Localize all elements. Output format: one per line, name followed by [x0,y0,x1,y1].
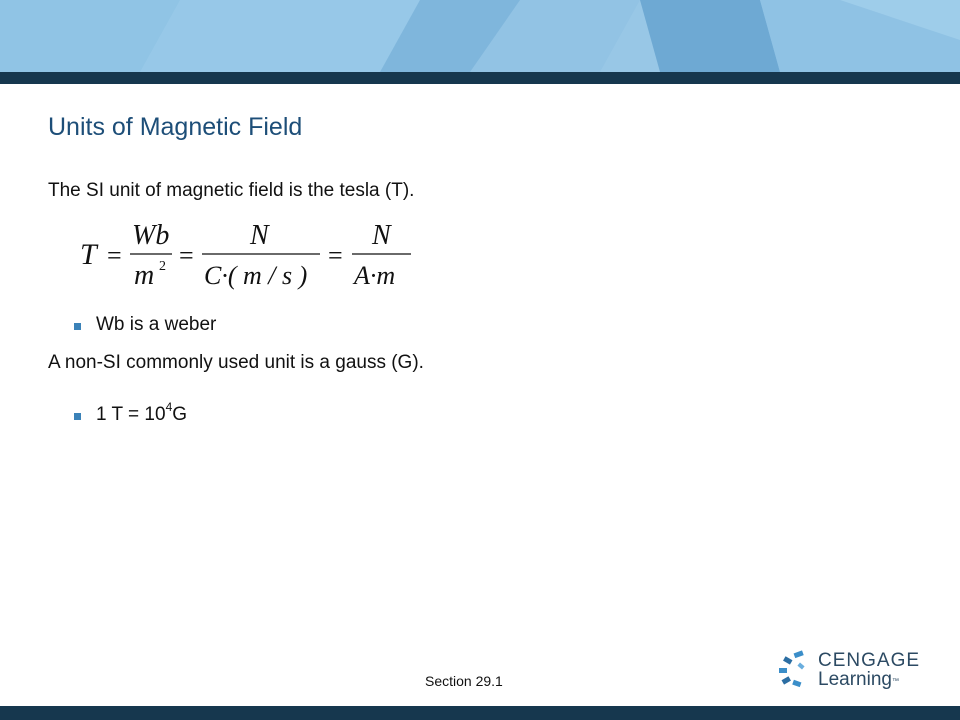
eq-equals-2: = [179,241,194,270]
eq-frac2-den: C·( m / s ) [204,261,308,290]
square-bullet-icon [74,413,81,420]
eq-equals-3: = [328,241,343,270]
banner-graphic [0,0,960,72]
eq-frac3-num: N [372,220,391,251]
eq-frac1-den-exp: 2 [159,259,166,274]
top-banner [0,0,960,72]
paragraph-gauss: A non-SI commonly used unit is a gauss (G). [48,352,424,373]
logo-text-cengage: CENGAGE [818,650,921,671]
bullet-weber-text: Wb is a weber [96,314,217,335]
eq-frac3-den: A·m [354,261,396,290]
top-rule [0,72,960,84]
cengage-logo [778,648,921,692]
eq-frac1-num: Wb [132,220,170,251]
bullet-gauss-suffix: G [172,404,188,425]
logo-text-learning [818,669,899,691]
eq-frac2-num: N [250,220,269,251]
section-label: Section 29.1 [425,673,503,689]
eq-equals-1: = [107,241,122,270]
logo-text-learning-word: Learning [818,669,892,690]
logo-trademark: ™ [891,678,899,685]
bullet-gauss-exponent: 4 [165,400,173,414]
tesla-equation [78,214,418,294]
eq-lhs: T [80,238,97,271]
bullet-gauss-prefix: 1 T = 10 [96,404,166,425]
eq-frac1-den: m [134,260,155,291]
bullet-gauss-conversion [74,400,188,426]
bullet-weber [74,314,216,336]
cengage-pinwheel-icon [778,650,812,688]
square-bullet-icon [74,323,81,330]
slide-title: Units of Magnetic Field [48,113,303,141]
paragraph-si-unit: The SI unit of magnetic field is the tesla (T). [48,180,415,201]
bottom-rule [0,706,960,720]
